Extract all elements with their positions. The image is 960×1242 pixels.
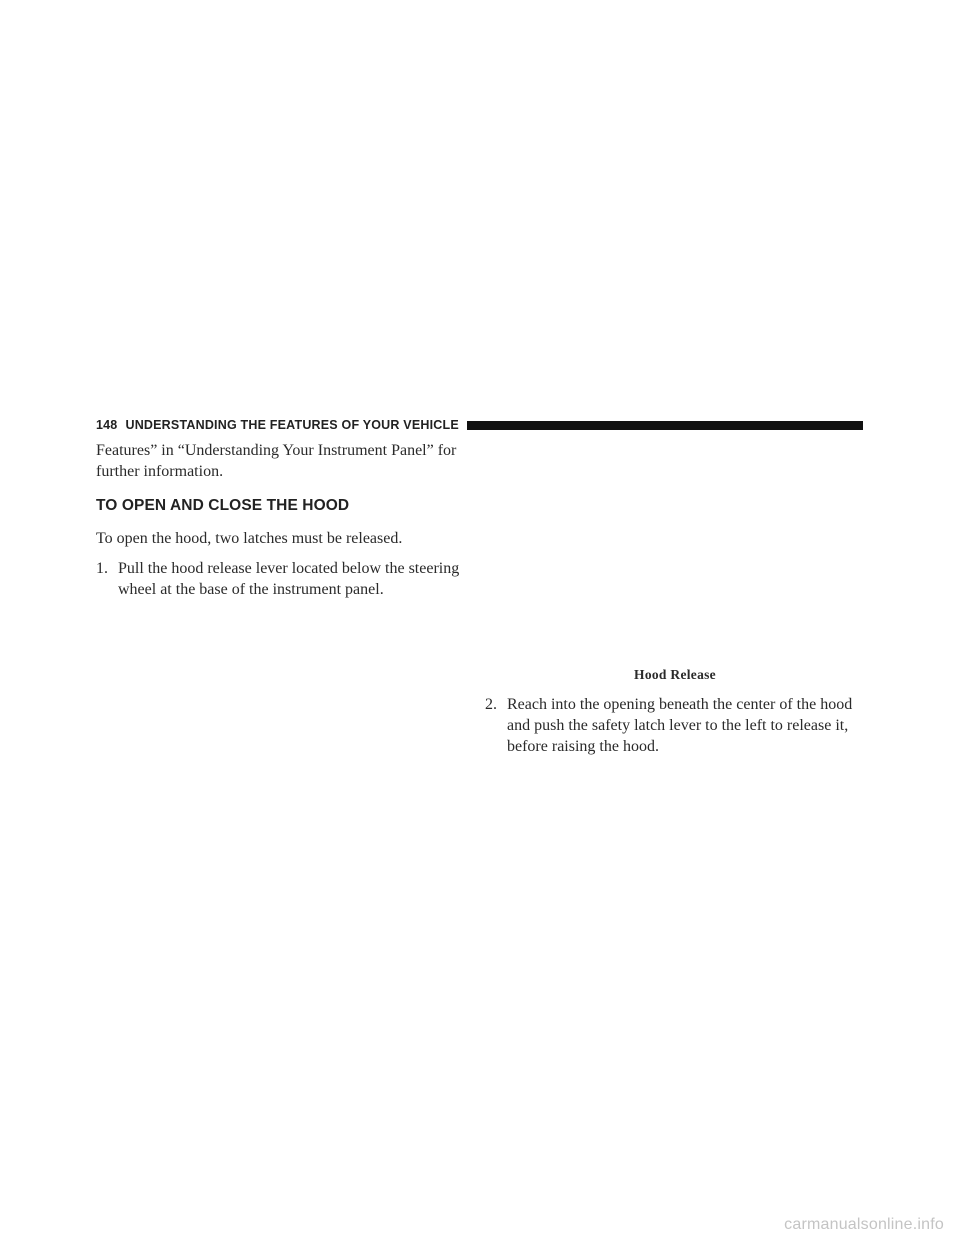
watermark[interactable]: carmanualsonline.info (784, 1216, 944, 1233)
continued-paragraph: Features” in “Understanding Your Instrument Panel” for further information. (96, 442, 457, 480)
step-text: Pull the hood release lever located below the steering wheel at the base of the instrument panel. (118, 560, 460, 598)
section-heading: TO OPEN AND CLOSE THE HOOD (96, 497, 350, 514)
chapter-title: UNDERSTANDING THE FEATURES OF YOUR VEHICLE (125, 418, 459, 432)
page-header (96, 416, 863, 434)
step-number: 1. (96, 560, 108, 577)
step-number: 2. (485, 696, 497, 713)
page-number: 148 (96, 418, 118, 432)
left-column (96, 440, 481, 600)
step-2 (485, 694, 865, 757)
figure-caption: Hood Release (634, 667, 716, 682)
step-1 (96, 558, 481, 600)
hood-release-figure (485, 440, 865, 664)
step-text: Reach into the opening beneath the center of the hood and push the safety latch lever to the left to release it, before raising the hood. (507, 696, 853, 755)
intro-paragraph: To open the hood, two latches must be released. (96, 530, 403, 547)
header-rule (467, 421, 863, 430)
